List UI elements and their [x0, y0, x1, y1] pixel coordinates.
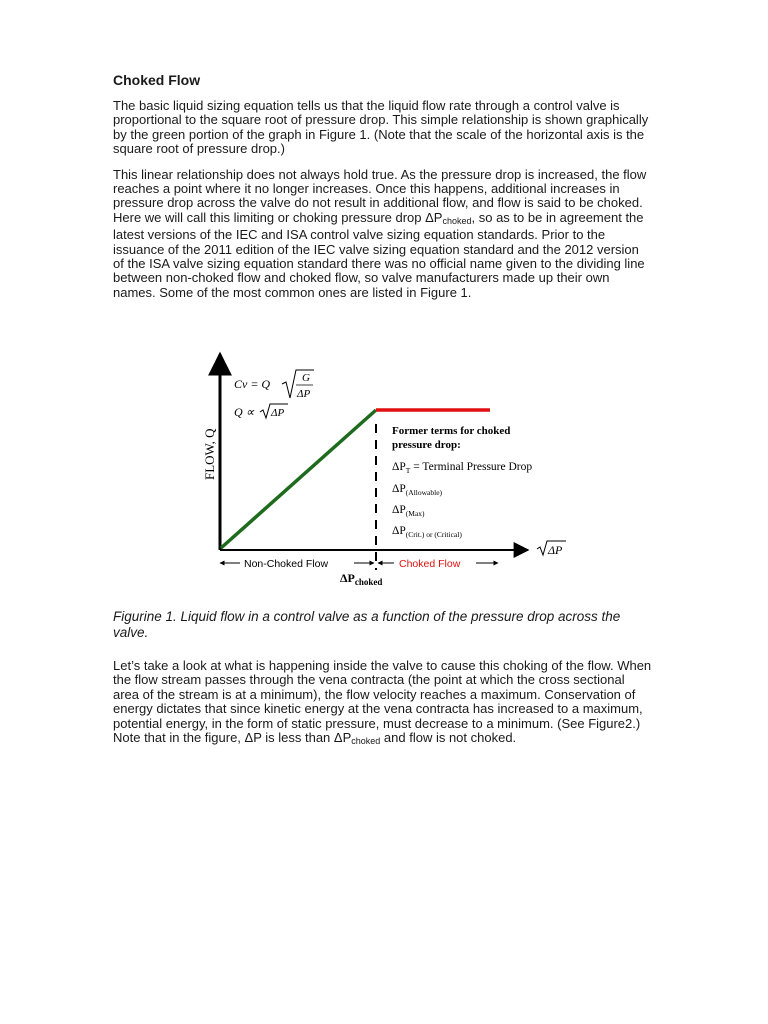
equation-cv-denominator: ΔP: [297, 388, 311, 400]
equation-cv: Cv = Q: [234, 377, 271, 391]
term-terminal-rest: = Terminal Pressure Drop: [410, 461, 533, 473]
former-terms-heading: Former terms for choked: [392, 425, 511, 437]
term-max-sub: (Max): [405, 509, 425, 518]
equation-cv-numerator: G: [302, 372, 310, 384]
paragraph-3-text-end: and flow is not choked.: [380, 730, 517, 746]
equation-proportional: Q ∝: [234, 405, 255, 419]
dp-choked-symbol: ΔP: [340, 571, 355, 585]
document-body: [113, 72, 653, 311]
figure-1-choked-flow-diagram: [196, 348, 580, 588]
paragraph-2: [113, 168, 653, 301]
term-terminal: [392, 461, 532, 475]
paragraph-2-text: This linear relationship does not always hold true. As the pressure drop is increased, the flow reaches a point where it no longer increases. Once this happens, additional increases in pressure drop across the valve do not result in additional flow, and flow is said to be choked. Here we will call this limiting or choking pressure drop ΔP: [113, 166, 647, 225]
paragraph-3-block: [113, 659, 653, 748]
term-terminal-symbol: ΔP: [392, 461, 406, 473]
non-choked-flow-label: Non-Choked Flow: [244, 558, 329, 570]
figure-1-caption: Figurine 1. Liquid flow in a control valve as a function of the pressure drop across the valve.: [113, 609, 621, 640]
equation-proportional-radicand: ΔP: [271, 407, 285, 419]
non-choked-flow-line: [221, 410, 376, 548]
former-terms-heading-2: pressure drop:: [392, 439, 461, 451]
term-allowable-sub: (Allowable): [405, 488, 443, 497]
paragraph-3-subscript: choked: [351, 736, 381, 747]
paragraph-3-text: Let’s take a look at what is happening inside the valve to cause this choking of the flow. When the flow stream passes through the vena contracta (the point at which the cross sectional area of the stream is at a minimum), the flow velocity reaches a maximum. Conservation of energy dictates that since kinetic energy at the vena contracta has increased to a maximum, potential energy, in the form of static pressure, must decrease to a minimum. (See Figure2.) Note that in the figure, ΔP is less than ΔP: [113, 658, 652, 746]
term-critical-sub: (Crit.) or (Critical): [405, 530, 462, 539]
dp-choked-label: [340, 571, 382, 587]
paragraph-2-text-end: , so as to be in agreement the latest versions of the IEC and ISA control valve sizing equation standards. Prior to the issuance of the 2011 edition of the IEC valve sizing equation standard and the 2012 version of the ISA valve sizing equation standard there was no official name given to the dividing line between non-choked flow and choked flow, so valve manufacturers made up their own names. Some of the most common ones are listed in Figure 1.: [113, 209, 645, 300]
term-terminal-sub: T: [405, 466, 411, 475]
term-critical-symbol: ΔP: [392, 525, 406, 537]
paragraph-1: The basic liquid sizing equation tells us that the liquid flow rate through a control valve is proportional to the square root of pressure drop. This simple relationship is shown graphically by the green portion of the graph in Figure 1. (Note that the scale of the horizontal axis is the square root of pressure drop.): [113, 98, 649, 157]
choked-flow-label: Choked Flow: [399, 558, 461, 570]
x-axis-label: ΔP: [548, 543, 563, 557]
paragraph-3: [113, 659, 653, 748]
paragraph-2-subscript: choked: [442, 215, 472, 226]
term-max: [392, 504, 425, 518]
term-allowable: [392, 483, 443, 497]
page-title: Choked Flow: [113, 72, 201, 88]
term-critical: [392, 525, 462, 539]
term-allowable-symbol: ΔP: [392, 483, 406, 495]
dp-choked-sub: choked: [354, 577, 383, 587]
y-axis-label: FLOW, Q: [202, 428, 217, 480]
term-max-symbol: ΔP: [392, 504, 406, 516]
